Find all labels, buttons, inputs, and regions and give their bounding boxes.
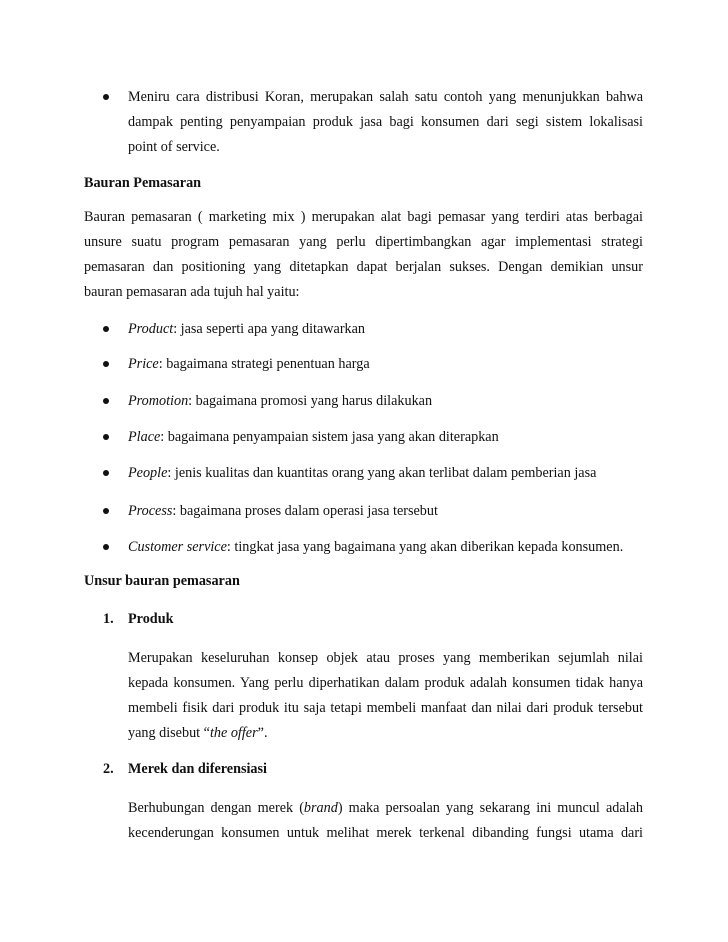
bullet-icon: [103, 361, 109, 367]
bullet-icon: [103, 470, 109, 476]
subsection-1-line-3: membeli fisik dari produk itu saja tetapi membeli manfaat dan nilai dari produk tersebut: [128, 700, 643, 716]
subsection-title-produk: Produk: [128, 611, 174, 627]
intro-bullet-line-1: Meniru cara distribusi Koran, merupakan salah satu contoh yang menunjukkan bahwa: [128, 89, 643, 105]
subsection-1-line-1: Merupakan keseluruhan konsep objek atau proses yang memberikan sejumlah nilai: [128, 650, 643, 666]
list-item-people: People: jenis kualitas dan kuantitas orang yang akan terlibat dalam pemberian jasa: [128, 465, 597, 481]
subsection-number-1: 1.: [103, 611, 114, 627]
intro-bullet-line-3: point of service.: [128, 139, 220, 155]
bullet-icon: [103, 398, 109, 404]
list-item-customer-service: Customer service: tingkat jasa yang bagaimana yang akan diberikan kepada konsumen.: [128, 539, 624, 555]
bullet-icon: [103, 508, 109, 514]
list-item-place: Place: bagaimana penyampaian sistem jasa yang akan diterapkan: [128, 429, 499, 445]
subsection-2-line-1: Berhubungan dengan merek (brand) maka persoalan yang sekarang ini muncul adalah: [128, 800, 643, 816]
subsection-1-line-4: yang disebut “the offer”.: [128, 725, 268, 741]
intro-bullet-line-2: dampak penting penyampaian produk jasa bagi konsumen dari segi sistem lokalisasi: [128, 114, 643, 130]
bullet-icon: [103, 326, 109, 332]
paragraph-line-1: Bauran pemasaran ( marketing mix ) merupakan alat bagi pemasar yang terdiri atas berbagai: [84, 209, 643, 225]
paragraph-line-2: unsure suatu program pemasaran yang perlu dipertimbangkan agar implementasi strategi: [84, 234, 643, 250]
paragraph-line-4: bauran pemasaran ada tujuh hal yaitu:: [84, 284, 300, 300]
subsection-2-line-2: kecenderungan konsumen untuk melihat merek terkenal dibanding fungsi utama dari: [128, 825, 643, 841]
section-heading-bauran-pemasaran: Bauran Pemasaran: [84, 175, 202, 191]
bullet-icon: [103, 94, 109, 100]
list-item-product: Product: jasa seperti apa yang ditawarkan: [128, 321, 366, 337]
list-item-price: Price: bagaimana strategi penentuan harga: [128, 356, 370, 372]
paragraph-line-3: pemasaran dan positioning yang ditetapkan dapat berjalan sukses. Dengan demikian unsur: [84, 259, 643, 275]
subsection-title-merek-dan-diferensiasi: Merek dan diferensiasi: [128, 761, 267, 777]
bullet-icon: [103, 544, 109, 550]
bullet-icon: [103, 434, 109, 440]
list-item-process: Process: bagaimana proses dalam operasi jasa tersebut: [128, 503, 438, 519]
list-item-promotion: Promotion: bagaimana promosi yang harus dilakukan: [128, 393, 433, 409]
subsection-number-2: 2.: [103, 761, 114, 777]
section-heading-unsur-bauran-pemasaran: Unsur bauran pemasaran: [84, 573, 240, 589]
subsection-1-line-2: kepada konsumen. Yang perlu diperhatikan dalam produk adalah konsumen tidak hanya: [128, 675, 643, 691]
